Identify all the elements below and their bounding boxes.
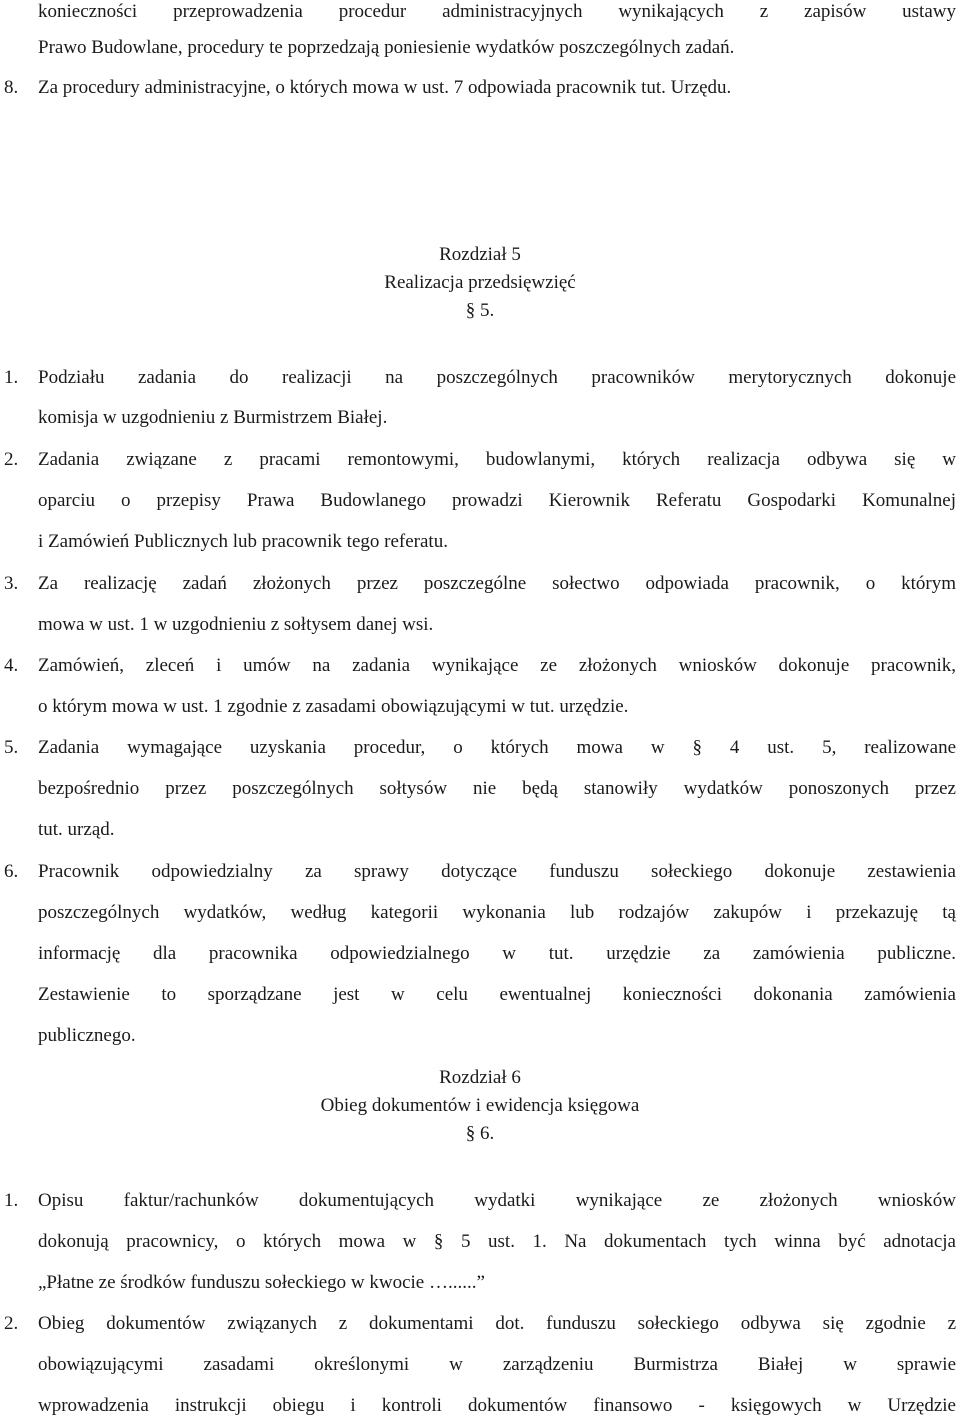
item-number: 4. [4,655,19,676]
ch5-item-6-line-3: informację dla pracownika odpowiedzialnego w tut. urzędzie za zamówienia publiczne. [38,943,956,964]
ch5-item-1-line-1: Podziału zadania do realizacji na poszczególnych pracowników merytorycznych dokonuje [38,367,956,388]
ch5-item-1-line-2: komisja w uzgodnieniu z Burmistrzem Białej. [38,407,388,428]
ch5-item-5-line-1: Zadania wymagające uzyskania procedur, o których mowa w § 4 ust. 5, realizowane [38,737,956,758]
item-number: 5. [4,737,19,758]
chapter-6-title: Obieg dokumentów i ewidencja księgowa [320,1095,640,1116]
ch5-item-3-line-1: Za realizację zadań złożonych przez poszczególne sołectwo odpowiada pracownik, o którym [38,573,956,594]
ch5-item-4-line-2: o którym mowa w ust. 1 zgodnie z zasadami obowiązującymi w tut. urzędzie. [38,696,629,717]
chapter-6-heading: Rozdział 6 [439,1067,521,1088]
ch5-item-6-line-2: poszczególnych wydatków, według kategorii wykonania lub rodzajów zakupów i przekazuję tą [38,902,956,923]
ch5-item-2-line-2: oparciu o przepisy Prawa Budowlanego prowadzi Kierownik Referatu Gospodarki Komunalnej [38,490,956,511]
item-number: 8. [4,77,19,98]
ch5-item-3-line-2: mowa w ust. 1 w uzgodnieniu z sołtysem danej wsi. [38,614,434,635]
intro-line-1: konieczności przeprowadzenia procedur administracyjnych wynikających z zapisów ustawy [38,1,956,22]
ch6-item-2-line-1: Obieg dokumentów związanych z dokumentami dot. funduszu sołeckiego odbywa się zgodnie z [38,1313,956,1334]
ch5-item-6-line-1: Pracownik odpowiedzialny za sprawy dotyczące funduszu sołeckiego dokonuje zestawienia [38,861,956,882]
ch5-item-6-line-5: publicznego. [38,1025,136,1046]
item-number: 1. [4,1190,19,1211]
item-number: 6. [4,861,19,882]
chapter-6-section: § 6. [465,1123,495,1144]
ch6-item-1-line-1: Opisu faktur/rachunków dokumentujących wydatki wynikające ze złożonych wniosków [38,1190,956,1211]
ch5-item-2-line-1: Zadania związane z pracami remontowymi, budowlanymi, których realizacja odbywa się w [38,449,956,470]
chapter-5-section: § 5. [465,300,495,321]
item-number: 2. [4,449,19,470]
item-number: 1. [4,367,19,388]
item-number: 3. [4,573,19,594]
item-number: 2. [4,1313,19,1334]
chapter-5-title: Realizacja przedsięwzięć [384,272,576,293]
ch5-item-4-line-1: Zamówień, zleceń i umów na zadania wynikające ze złożonych wniosków dokonuje pracownik, [38,655,956,676]
ch5-item-5-line-2: bezpośrednio przez poszczególnych sołtysów nie będą stanowiły wydatków ponoszonych przez [38,778,956,799]
ch6-item-1-line-3: „Płatne ze środków funduszu sołeckiego w kwocie …......” [38,1272,485,1293]
intro-item-8: Za procedury administracyjne, o których mowa w ust. 7 odpowiada pracownik tut. Urzędu. [38,77,732,98]
ch5-item-2-line-3: i Zamówień Publicznych lub pracownik tego referatu. [38,531,448,552]
ch6-item-2-line-3: wprowadzenia instrukcji obiegu i kontroli dokumentów finansowo - księgowych w Urzędzie [38,1395,956,1416]
ch6-item-1-line-2: dokonują pracownicy, o których mowa w § 5 ust. 1. Na dokumentach tych winna być adnotacja [38,1231,956,1252]
ch6-item-2-line-2: obowiązującymi zasadami określonymi w zarządzeniu Burmistrza Białej w sprawie [38,1354,956,1375]
intro-line-2: Prawo Budowlane, procedury te poprzedzają poniesienie wydatków poszczególnych zadań. [38,37,735,58]
ch5-item-5-line-3: tut. urząd. [38,819,115,840]
chapter-5-heading: Rozdział 5 [439,244,521,265]
ch5-item-6-line-4: Zestawienie to sporządzane jest w celu ewentualnej konieczności dokonania zamówienia [38,984,956,1005]
